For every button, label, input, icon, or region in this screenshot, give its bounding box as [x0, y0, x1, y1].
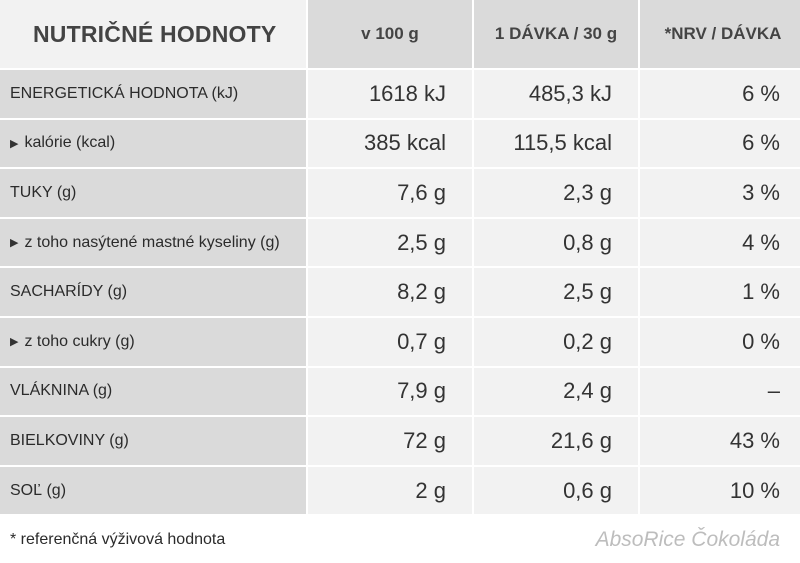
row-label-text: BIELKOVINY (g) — [10, 431, 129, 449]
column-header-nrv: *NRV / DÁVKA — [640, 0, 800, 68]
row-label-text: TUKY (g) — [10, 183, 77, 201]
cell-per-100g: 0,7 g — [308, 318, 472, 366]
row-label — [0, 70, 306, 118]
cell-per-100g: 8,2 g — [308, 268, 472, 316]
cell-nrv: 4 % — [640, 219, 800, 267]
column-header-per-100g: v 100 g — [308, 0, 472, 68]
cell-serving: 21,6 g — [474, 417, 638, 465]
column-header-serving: 1 DÁVKA / 30 g — [474, 0, 638, 68]
row-label-text: z toho cukry (g) — [24, 332, 135, 350]
row-label — [0, 318, 306, 366]
cell-per-100g: 7,6 g — [308, 169, 472, 217]
triangle-right-icon: ▶ — [10, 137, 19, 150]
triangle-right-icon: ▶ — [10, 336, 19, 349]
cell-nrv: 1 % — [640, 268, 800, 316]
cell-serving: 0,8 g — [474, 219, 638, 267]
cell-per-100g: 2,5 g — [308, 219, 472, 267]
cell-serving: 2,3 g — [474, 169, 638, 217]
row-label — [0, 169, 306, 217]
row-label-text: SOĽ (g) — [10, 481, 67, 499]
row-label-text: kalórie (kcal) — [24, 134, 116, 152]
cell-per-100g: 2 g — [308, 467, 472, 515]
row-label — [0, 268, 306, 316]
cell-serving: 0,6 g — [474, 467, 638, 515]
cell-serving: 2,4 g — [474, 368, 638, 416]
row-label — [0, 120, 306, 168]
triangle-right-icon: ▶ — [10, 237, 19, 250]
row-label-text: SACHARÍDY (g) — [10, 283, 128, 301]
cell-per-100g: 72 g — [308, 417, 472, 465]
row-label-text: z toho nasýtené mastné kyseliny (g) — [24, 233, 280, 251]
table-title: NUTRIČNÉ HODNOTY — [0, 0, 306, 68]
cell-serving: 115,5 kcal — [474, 120, 638, 168]
cell-nrv: 6 % — [640, 120, 800, 168]
cell-nrv: 10 % — [640, 467, 800, 515]
cell-serving: 0,2 g — [474, 318, 638, 366]
row-label-text: ENERGETICKÁ HODNOTA (kJ) — [10, 84, 239, 102]
cell-nrv: 3 % — [640, 169, 800, 217]
row-label — [0, 219, 306, 267]
cell-per-100g: 1618 kJ — [308, 70, 472, 118]
row-label — [0, 467, 306, 515]
cell-nrv: – — [640, 368, 800, 416]
product-name-watermark: AbsoRice Čokoláda — [474, 516, 800, 563]
row-label — [0, 417, 306, 465]
cell-nrv: 0 % — [640, 318, 800, 366]
cell-per-100g: 7,9 g — [308, 368, 472, 416]
row-label-text: VLÁKNINA (g) — [10, 382, 113, 400]
row-label — [0, 368, 306, 416]
cell-nrv: 6 % — [640, 70, 800, 118]
cell-per-100g: 385 kcal — [308, 120, 472, 168]
cell-serving: 2,5 g — [474, 268, 638, 316]
cell-nrv: 43 % — [640, 417, 800, 465]
footnote: * referenčná výživová hodnota — [0, 516, 472, 563]
cell-serving: 485,3 kJ — [474, 70, 638, 118]
